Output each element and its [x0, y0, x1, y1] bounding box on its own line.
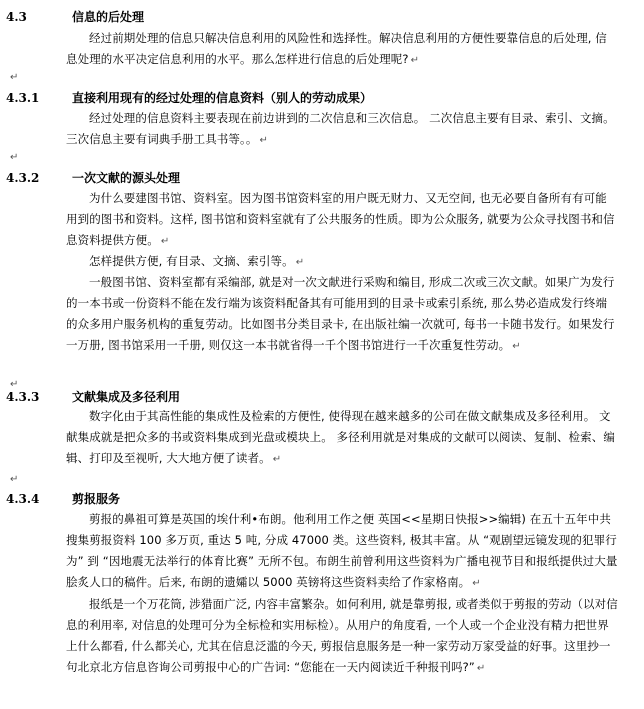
section-number: 4.3.2: [6, 171, 40, 185]
section-number: 4.3.3: [6, 390, 40, 404]
paragraph-mark: ↵: [160, 236, 170, 247]
paragraph: 经过处理的信息资料主要表现在前边讲到的二次信息和三次信息。 二次信息主要有目录、索引、文摘。 三次信息主要有词典手册工具书等。。 ↵: [66, 111, 615, 146]
paragraph-mark: ↵: [10, 72, 19, 83]
paragraph-mark: ↵: [512, 341, 521, 352]
paragraph: 数字化由于其高性能的集成性及检索的方便性, 使得现在越来越多的公司在做文献集成及多径利用。 文献集成就是把众多的书或资料集成到光盘或模块上。 多径利用就是对集成的文献可以阅读、复制、检索、编辑、打印及至视听, 大大地方便了读者。 ↵: [66, 409, 615, 465]
paragraph: 经过前期处理的信息只解决信息利用的风险性和选择性。解决信息利用的方便性要靠信息的后处理, 信息处理的水平决定信息利用的水平。那么怎样进行信息的后处理呢? ↵: [66, 31, 607, 66]
paragraph-mark: ↵: [10, 379, 19, 390]
paragraph-mark: ↵: [259, 135, 268, 146]
paragraph-mark: ↵: [10, 474, 19, 485]
section-title: 直接利用现有的经过处理的信息资料（别人的劳动成果）: [72, 91, 373, 105]
section-title: 文献集成及多径利用: [72, 390, 181, 404]
paragraph-mark: ↵: [295, 257, 305, 268]
paragraph: 为什么要建图书馆、资料室。因为图书馆资料室的用户既无财力、又无空间, 也无必要自备所有有可能用到的图书和资料。这样, 图书馆和资料室就有了公共服务的性质。即为公众服务, 就要为公众寻找图书和信息资料提供方便。 ↵: [66, 191, 615, 247]
section-number: 4.3: [6, 10, 27, 24]
section-title: 剪报服务: [72, 492, 121, 506]
paragraph-mark: ↵: [476, 663, 486, 674]
paragraph-mark: ↵: [472, 578, 481, 589]
paragraph: 报纸是一个万花筒, 涉猎面广泛, 内容丰富繁杂。如何利用, 就是靠剪报, 或者类似于剪报的劳动（以对信息的利用率, 对信息的处理可分为全标检和实用标检）。从用户的角度看, 一个人或一个企业没有精力把世界上什么都看, 什么都关心, 尤其在信息泛滥的今天, 剪报信息服务是一种一家劳动万家受益的好事。这里抄一句北京北方信息咨询公司剪报中心的广告词: “您能在一天内阅读近千种报刊吗?” ↵: [66, 597, 618, 674]
paragraph: 怎样提供方便, 有目录、文摘、索引等。 ↵: [89, 254, 305, 268]
section-number: 4.3.1: [6, 91, 40, 105]
paragraph-mark: ↵: [410, 55, 420, 66]
paragraph-mark: ↵: [10, 152, 19, 163]
paragraph: 剪报的鼻祖可算是英国的埃什利•布朗。他利用工作之便 英国<<星期日快报>>编辑) 在五十五年中共搜集剪报资料 100 多万页, 重达 5 吨, 分成 47000 类。这些资料, 极其丰富。从 “观剧望远镜发现的犯罪行为” 到 “因地震无法举行的体育比赛” 无所不包。布朗生前曾利用这些资料为广播电视节目和报纸提供过大量脍炙人口的稿件。后来, 布朗的遗孀以 5000 英镑将这些资料卖给了作家格南。 ↵: [66, 512, 618, 589]
paragraph: 一般图书馆、资料室都有采编部, 就是对一次文献进行采购和编目, 形成二次或三次文献。如果广为发行的一本书或一份资料不能在发行端为该资料配备其有可能用到的目录卡或索引系统, 那么势必造成发行终端的众多用户服务机构的重复劳动。比如图书分类目录卡, 在出版社编一次就可, 每书一卡随书发行。如果发行一万册, 图书馆采用一千册, 则仅这一本书就省得一千个图书馆进行一千次重复性劳动。 ↵: [66, 275, 615, 352]
section-title: 一次文献的源头处理: [72, 171, 181, 185]
section-number: 4.3.4: [6, 492, 40, 506]
section-title: 信息的后处理: [72, 10, 145, 24]
paragraph-mark: ↵: [272, 454, 282, 465]
